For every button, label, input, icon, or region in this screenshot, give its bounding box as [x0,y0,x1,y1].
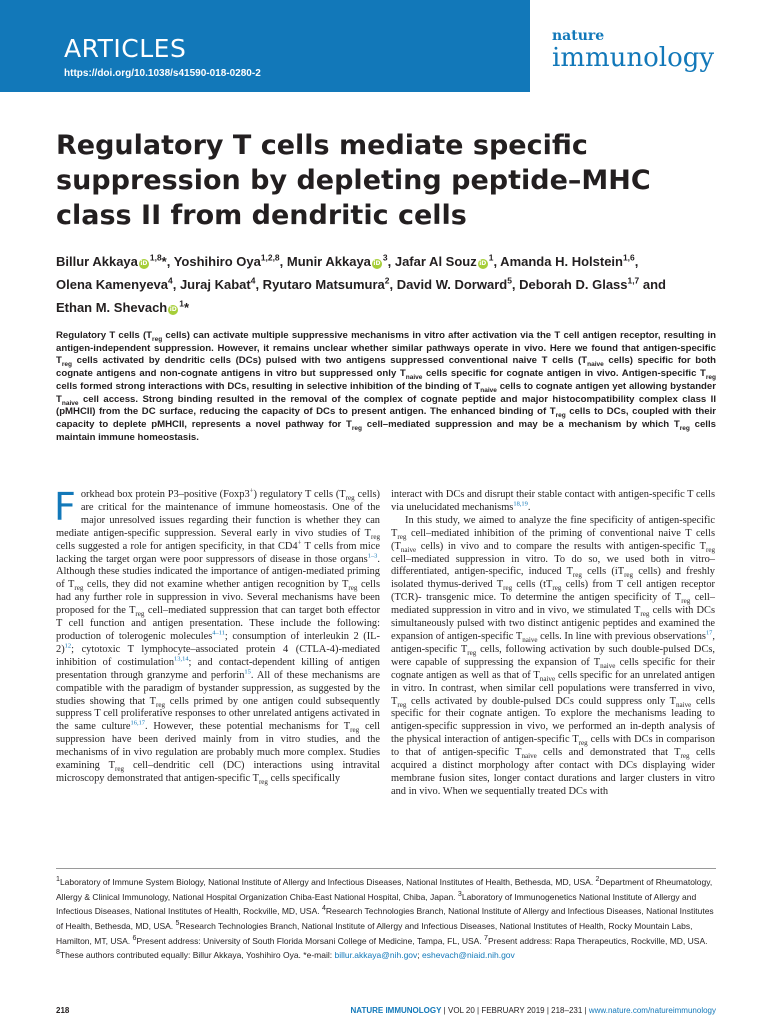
body-text: ; cytotoxic T lymphocyte–associated protein 4 (CTLA-4)-mediated inhibition of costimulation [56,643,380,668]
subscript: reg [351,424,363,432]
subscript: reg [258,778,268,787]
body-text: cells had any further role in suppression in vivo. Several mechanisms have been proposed for the T [56,579,380,617]
body-text: . All of these mechanisms are compatible with the paradigm of bystander suppression, as suggested by the studies showing that T [56,669,380,707]
journal-url-link[interactable]: www.nature.com/natureimmunology [588,1006,716,1015]
body-text: cells activated by double-pulsed DCs could suppress only T [406,695,677,707]
drop-cap: F [54,485,76,529]
email-link[interactable]: billur.akkaya@nih.gov [334,949,418,960]
body-text: ; consumption of interleukin 2 (IL-2) [56,630,380,655]
body-text: cells with DCs simultaneously pulsed with two distinct antigenic peptides and examined the expansion of antigen-specific T [391,605,715,642]
author-affiliation-marker: 1 [179,298,184,309]
affiliation-text: Research Technologies Branch, National Institute of Allergy and Infectious Diseases, National Institutes of Health, Bethesda, MD, USA. [56,906,714,931]
body-text: interact with DCs and disrupt their stable contact with antigen-specific T cells via unelucidated mechanisms [391,489,715,513]
orcid-icon[interactable]: iD [479,260,487,267]
affiliation-text: Laboratory of Immunogenetics National Institute of Allergy and Infectious Diseases, National Institutes of Health, Rockville, MD, USA. [56,891,697,917]
reference-link[interactable]: 17 [705,629,713,637]
author-affiliation-marker: 2 [384,275,390,286]
body-text: cells) in vivo and to compare the results with antigen-specific T [416,540,706,552]
subscript: reg [350,726,360,735]
author-name[interactable]: , David W. Dorward [389,277,508,292]
abstract-text: Regulatory T cells (T [56,330,153,341]
affiliation-divider [56,868,716,869]
body-text: orkhead box protein P3–positive (Foxp3 [80,489,250,500]
subscript: naive [61,399,79,407]
affiliation-text: Laboratory of Immune System Biology, National Institute of Allergy and Infectious Diseases, National Institutes of Health, Bethesda, MD, USA. [59,876,596,887]
body-text: cell–mediated suppression in vitro. To do so, we used both in vitro–differentiated, antigen-specific, induced T [391,553,715,578]
affiliation-text: These authors contributed equally: Billur Akkaya, Yoshihiro Oya. [59,949,304,960]
affiliation-number: 8 [56,948,60,957]
author-name[interactable]: , Munir Akkaya [279,254,371,269]
author-name[interactable]: , Jafar Al Souz [387,254,477,269]
subscript: naive [676,700,692,709]
body-text: cells primed by one antigen could subsequently suppress T cell proliferative responses to other unrelated antigens activated in the same culture [56,695,380,733]
body-column-left [54,485,381,787]
header-banner [0,0,768,92]
author-affiliation-marker: 1,6 [622,252,635,263]
subscript: naive [539,674,556,683]
abstract-text: cells activated by dendritic cells (DCs) pulsed with two antigens suppressed conventional naive T cells (T [72,355,588,367]
body-text: cells) and freshly isolated thymus-derived T [391,566,715,591]
author-affiliation-marker: 1,8 [149,252,162,263]
body-text: cells specific for their cognate antigen. To explore the mechanisms leading to antigen-specific suppression in vivo, we performed an in-depth analysis of the physical interaction of antigen-specific T [391,695,716,746]
affiliation-text: Research Technologies Branch, National Institute of Allergy and Infectious Diseases, National Institutes of Health, Rocky Mountain Labs, Hamilton, MT, USA. [56,920,693,946]
subscript: reg [397,700,407,709]
body-text: cells. In line with previous observations [537,630,706,642]
subscript: reg [681,597,691,606]
author-affiliation-marker: 5 [507,275,512,286]
subscript: reg [152,335,163,343]
affiliation-number: 6 [132,933,137,942]
page-number: 218 [56,1006,70,1015]
journal-logo-bottom: immunology [552,43,715,73]
reference-link[interactable]: 15 [244,668,251,676]
author-line-1: Billur Akkaya iD$^{1,8}$*, Yoshihiro Oya$^{1,2,8}$, Munir Akkaya $iD^3$, Jafar Al Souz $iD^1$, Amanda H. Holstein$^{1,6}$, [56,252,639,269]
subscript: naive [521,752,537,761]
body-column-right [391,489,715,799]
body-text: cells and demonstrated that T [536,747,681,759]
body-text: cells specific for an unrelated antigen in vitro. In contrast, when similar cell populations were transferred in vivo, T [391,669,716,707]
body-paragraph [391,515,715,799]
body-text: cell suppression have been derived mainly from in vitro studies, and the mechanisms of in vivo regulation are probably much more complex. Studies examining T [56,721,380,772]
author-affiliation-marker: 4 [168,275,173,286]
author-name[interactable]: , Juraj Kabat [172,277,251,292]
body-text: ; and contact-dependent killing of antigen presentation through granzyme and perforin [56,656,380,681]
subscript: reg [156,700,166,709]
subscript: reg [348,584,358,593]
footer-issue: | VOL 20 | FEBRUARY 2019 | 218–231 | [441,1006,589,1015]
footer-citation [350,1006,716,1015]
body-text: In this study, we aimed to analyze the fine specificity of antigen-specific T [391,514,715,539]
body-text: cells, they did not examine whether antigen recognition by T [83,579,349,591]
affiliation-number: 3 [457,889,462,898]
author-conjunction: and [639,277,666,292]
subscript: naive [587,361,604,369]
subscript: reg [679,424,690,432]
author-line-3 [56,296,716,319]
superscript: + [249,487,254,495]
email-link[interactable]: eshevach@niaid.nih.gov [422,949,515,960]
reference-link[interactable]: 16,17 [130,719,146,727]
affiliation-number: 1 [56,875,60,883]
affiliation-number: 5 [175,918,180,927]
email-separator: ; [417,949,423,960]
orcid-icon[interactable]: iD [373,260,381,267]
body-text: cell–mediated suppression in vitro and in vivo, we stimulated T [391,592,716,617]
body-text: cell–dendritic cell (DC) interactions using intravital microscopy demonstrated that antigen-specific T [56,760,380,784]
author-affiliation-marker: 3 [382,252,388,263]
subscript: reg [705,545,715,554]
doi-link[interactable]: https://doi.org/10.1038/s41590-018-0280-2 [64,68,261,79]
body-text: cells with DCs in comparison to that of antigen-specific T [391,734,716,759]
section-label: ARTICLES [64,34,187,63]
body-text: cell–mediated suppression that can target both effector T cell function and antigen presentation. These include the following: production of tolerogenic molecules [56,605,380,642]
journal-logo[interactable] [552,28,714,72]
body-text: cells acquired a distinct morphology after contact with DCs displaying wider membrane fusion sites, longer contact durations and larger clusters in vitro and in vivo. When we sequentially treated DCs with [391,747,716,797]
author-name[interactable]: , Amanda H. Holstein [493,254,623,269]
subscript: reg [640,610,650,619]
abstract-text: cells) can activate multiple suppressive mechanisms in vitro after activation via the T cell antigen receptor, resulting in antigen-independent suppression. However, it remains unclear whether similar pathways operate in vivo. Here we found that antigen-specific T [56,330,717,367]
subscript: reg [572,571,582,580]
abstract-text: cells) specific for both cognate antigens and non-cognate antigens in vitro but suppressed only T [56,355,716,380]
subscript: naive [522,636,538,645]
author-name[interactable]: Billur Akkaya [56,254,138,269]
footer-journal: NATURE IMMUNOLOGY [350,1006,442,1015]
superscript: + [297,539,302,547]
affiliation-text: Department of Rheumatology, Allergy & Clinical Immunology, National Hospital Organization Chiba-East National Hospital, Chiba, Japan. [56,876,713,902]
email-label: *e-mail: [303,949,335,960]
reference-link[interactable]: 1–3 [367,552,378,560]
body-text: ) regulatory T cells (T [253,489,346,500]
article-title: Regulatory T cells mediate specific suppression by depleting peptide–MHC class II from dendritic cells [56,130,651,231]
author-name[interactable]: , Ryutaro Matsumura [255,277,385,292]
orcid-icon[interactable]: iD [140,260,148,267]
author-line-2 [56,273,716,296]
subscript: reg [61,361,73,369]
reference-link[interactable]: 4–11 [212,629,225,637]
subscript: reg [345,494,355,503]
abstract [56,330,716,444]
body-text: cell–mediated inhibition of the priming of conventional naive T cells (T [391,527,715,552]
author-affiliation-marker: 1 [488,252,494,263]
abstract-text: cells formed strong interactions with DCs, resulting in selective inhibition of the binding of T [56,380,481,392]
subscript: naive [480,386,497,394]
abstract-text: cells to DCs, coupled with their capacity to deplete pMHCII, represents a novel pathway for T [56,406,716,430]
body-text: cells suggested a role for antigen specificity, in that CD4 [56,540,298,552]
subscript: reg [467,648,477,657]
body-text: cells, following activation by such double-pulsed DCs, were capable of suppressing the expansion of T [391,643,716,668]
subscript: reg [397,532,407,541]
abstract-text: cells maintain immune homeostasis. [56,418,716,443]
subscript: naive [600,661,616,670]
subscript: reg [680,752,690,761]
abstract-text: cells to cognate antigen yet allowing bystander T [56,380,716,405]
author-name[interactable]: Olena Kamenyeva [56,277,169,292]
body-text: . [527,501,531,513]
corresponding-mark: * [183,300,190,315]
subscript: naive [405,374,423,382]
subscript: naive [400,545,417,554]
body-paragraph [391,489,715,515]
reference-link[interactable]: 18,19 [513,500,528,508]
subscript: reg [555,412,566,420]
journal-logo-top: nature [552,28,605,44]
abstract-text: cells specific for cognate antigen in vivo. Antigen-specific T [422,368,706,380]
orcid-icon[interactable]: iD [169,306,177,313]
author-name[interactable]: , Deborah D. Glass [511,277,628,292]
subscript: reg [624,571,634,580]
affiliations [56,874,716,962]
subscript: reg [705,374,716,382]
body-text: cells specific for their cognate antigen as well as that of T [391,656,715,681]
body-text: T cells from mice lacking the target organ were poor suppressors of disease in those organs [56,540,380,565]
body-text: cells specifically [267,772,341,784]
author-affiliation-marker: 1,2,8 [260,252,280,263]
subscript: reg [370,532,380,541]
affiliation-text: Present address: University of South Florida Morsani College of Medicine, Tampa, FL, USA. [136,935,485,946]
author-name[interactable]: , Yoshihiro Oya [166,254,261,269]
body-text: , antigen-specific T [391,630,715,655]
body-paragraph [54,485,381,787]
subscript: reg [578,739,588,748]
corresponding-mark: * [161,254,167,269]
body-text: cells (tT [512,579,553,591]
affiliation-number: 7 [484,933,488,942]
body-text: cells (iT [581,566,625,578]
abstract-text: cell access. Strong binding resulted in the removal of the complex of cognate peptide and major histocompatibility complex class II (pMHCII) from the DC surface, reducing the capacity of DCs to present antigen. The enhanced binding of T [56,393,716,418]
body-text: . Although these studies indicated the importance of antigen-mediated priming of T [56,553,380,591]
body-text: . However, these potential mechanisms for T [145,721,351,733]
author-affiliation-marker: 4 [250,275,256,286]
subscript: reg [115,765,125,774]
body-text: cells) are critical for the maintenance of immune homeostasis. One of the major unresolved issues regarding their function is whether they can mediate antigen-specific suppression. Several early in vivo studies of T [56,489,381,539]
author-list [56,250,716,319]
subscript: reg [552,584,562,593]
affiliation-number: 4 [321,904,326,913]
subscript: reg [503,584,513,593]
subscript: reg [135,610,145,619]
subscript: reg [74,584,84,593]
abstract-text: cell–mediated suppression and may be a mechanism by which T [362,418,680,430]
body-text: cells) from T cell antigen receptor (TCR)- transgenic mice. To determine the antigen specificity of T [391,579,716,604]
affiliation-text: Present address: Rapa Therapeutics, Rockville, MD, USA. [487,935,708,946]
reference-link[interactable]: 13,14 [174,655,189,663]
author-name[interactable]: Ethan M. Shevach [56,300,168,315]
reference-link[interactable]: 12 [64,642,72,650]
section-band [0,0,530,92]
author-affiliation-marker: 1,7 [627,275,640,286]
affiliation-number: 2 [595,875,600,883]
